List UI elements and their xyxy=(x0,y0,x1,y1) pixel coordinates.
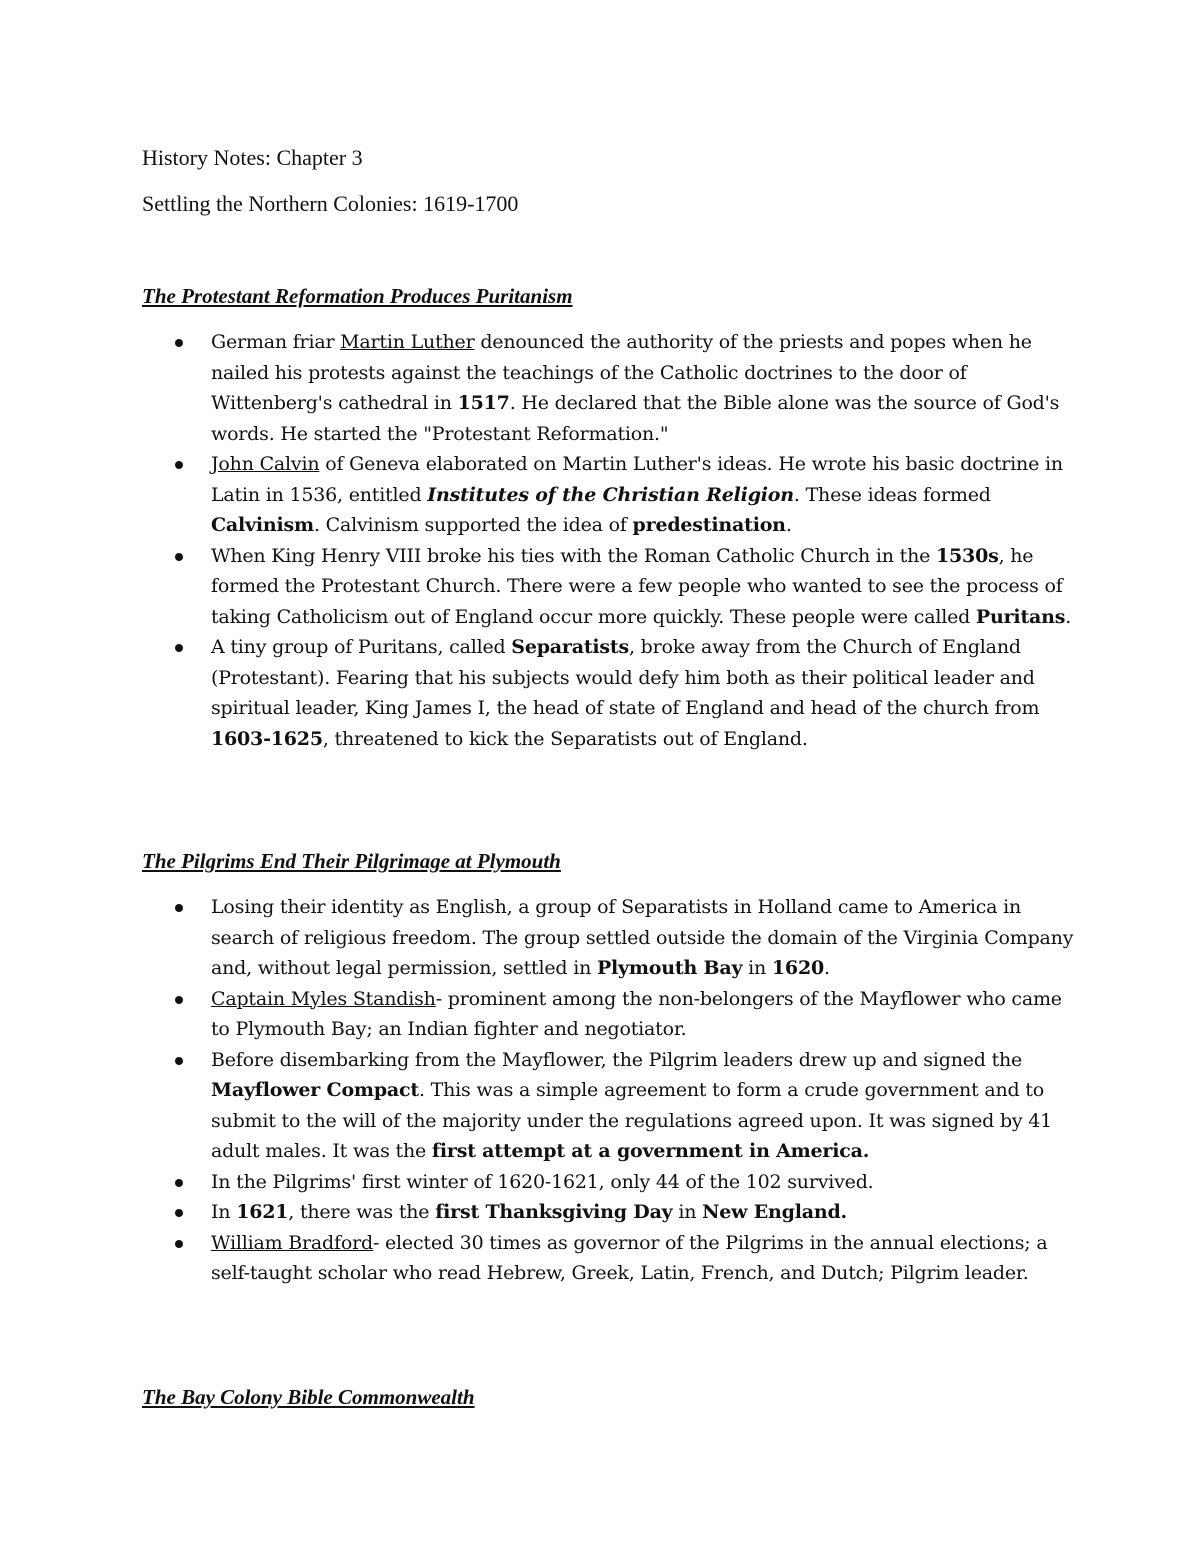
bullet-item xyxy=(142,327,1077,449)
bullet-text: . This was a simple agreement to form a crude government and to submit to the will of the majority under the regulations agreed upon. It was signed by 41 adult males. It was the xyxy=(211,1079,1053,1162)
bullet-dot-icon xyxy=(175,1209,183,1217)
bullet-text: , threatened to kick the Separatists out of England. xyxy=(322,727,808,750)
emphasized-text: John Calvin xyxy=(211,453,320,475)
bullet-dot-icon xyxy=(175,1057,183,1065)
bullet-dot-icon xyxy=(175,1179,183,1187)
bullet-text: German friar xyxy=(211,331,341,353)
bullet-text: In xyxy=(211,1201,237,1223)
bullet-text: , there was the xyxy=(288,1201,436,1223)
bullet-item xyxy=(142,449,1077,541)
bullet-text: Losing their identity as English, a group of Separatists in Holland came to America in search of religious freedom. The group settled outside the domain of the Virginia Company and, without legal permission, settled in xyxy=(211,896,1074,979)
bullet-item xyxy=(142,541,1077,633)
emphasized-text: 1621 xyxy=(236,1201,289,1223)
emphasized-text: 1517 xyxy=(457,392,510,414)
bullet-text: in xyxy=(672,1201,703,1223)
bullet-text: . xyxy=(824,957,830,979)
bullet-dot-icon xyxy=(175,553,183,561)
bullet-item xyxy=(142,892,1077,984)
emphasized-text: Martin Luther xyxy=(340,331,475,353)
bullet-text: . He declared that the Bible alone was the source of God's words. He started the "Protestant Reformation." xyxy=(211,392,1060,445)
bullet-item xyxy=(142,1197,1077,1228)
bullet-text: . xyxy=(785,514,792,536)
emphasized-text: William Bradford xyxy=(211,1231,373,1254)
bullet-text: , broke away from the Church of England (Protestant). Fearing that his subjects would defy him both as their political leader and spiritual leader, King James I, the head of state of England and head of the church from xyxy=(211,636,1040,719)
bullet-dot-icon xyxy=(175,996,183,1004)
emphasized-text: Plymouth Bay xyxy=(596,957,743,979)
emphasized-text: first attempt at a government in America. xyxy=(431,1140,870,1162)
bullet-item xyxy=(142,1167,1077,1198)
bullet-item xyxy=(142,1045,1077,1167)
section-heading-bay-colony: The Bay Colony Bible Commonwealth xyxy=(142,1385,475,1409)
bullet-text: - prominent among the non-belongers of the Mayflower who came to Plymouth Bay; an Indian fighter and negotiator. xyxy=(211,987,1062,1040)
emphasized-text: 1530s xyxy=(936,544,999,567)
emphasized-text: 1620 xyxy=(771,957,824,979)
bullet-text: , he formed the Protestant Church. There were a few people who wanted to see the process of taking Catholicism out of England occur more quickly. These people were called xyxy=(211,544,1063,628)
bullet-dot-icon xyxy=(175,461,183,469)
bullet-item xyxy=(142,984,1077,1045)
emphasized-text: Separatists xyxy=(511,636,629,658)
bullet-dot-icon xyxy=(175,904,183,912)
bullet-text: of Geneva elaborated on Martin Luther's ideas. He wrote his basic doctrine in Latin in 1536, entitled xyxy=(211,453,1063,506)
bullet-item xyxy=(142,1228,1077,1289)
document-subtitle: Settling the Northern Colonies: 1619-1700 xyxy=(142,191,519,216)
emphasized-text: Mayflower Compact xyxy=(211,1079,419,1101)
emphasized-text: Institutes of the Christian Religion xyxy=(427,483,794,506)
emphasized-text: Puritans xyxy=(975,605,1066,628)
bullet-text: . Calvinism supported the idea of xyxy=(313,514,633,536)
emphasized-text: Captain Myles Standish xyxy=(211,987,436,1010)
bullet-text: - elected 30 times as governor of the Pilgrims in the annual elections; a self-taught scholar who read Hebrew, Greek, Latin, French, and Dutch; Pilgrim leader. xyxy=(211,1231,1048,1284)
emphasized-text: Calvinism xyxy=(211,514,314,536)
bullet-dot-icon xyxy=(175,1240,183,1248)
bullet-text: When King Henry VIII broke his ties with the Roman Catholic Church in the xyxy=(211,544,937,567)
emphasized-text: 1603-1625 xyxy=(211,727,323,750)
emphasized-text: first Thanksgiving Day xyxy=(435,1201,673,1223)
bullet-text: Before disembarking from the Mayflower, the Pilgrim leaders drew up and signed the xyxy=(211,1048,1023,1071)
bullet-text: denounced the authority of the priests and popes when he nailed his protests against the teachings of the Catholic doctrines to the door of Wittenberg's cathedral in xyxy=(211,331,1032,414)
bullet-dot-icon xyxy=(175,339,183,347)
bullet-list-pilgrims xyxy=(142,892,1077,1289)
bullet-dot-icon xyxy=(175,644,183,652)
emphasized-text: predestination xyxy=(632,514,786,536)
bullet-text: . These ideas formed xyxy=(793,483,991,506)
bullet-text: in xyxy=(742,957,772,979)
bullet-list-reformation xyxy=(142,327,1077,754)
bullet-text: A tiny group of Puritans, called xyxy=(211,636,512,658)
emphasized-text: New England. xyxy=(702,1201,847,1223)
document-title: History Notes: Chapter 3 xyxy=(142,145,363,170)
bullet-item xyxy=(142,632,1077,754)
section-heading-pilgrims: The Pilgrims End Their Pilgrimage at Plymouth xyxy=(142,849,561,873)
section-heading-reformation: The Protestant Reformation Produces Puritanism xyxy=(142,284,573,308)
bullet-text: . xyxy=(1065,605,1072,628)
bullet-text: In the Pilgrims' first winter of 1620-1621, only 44 of the 102 survived. xyxy=(211,1170,874,1193)
